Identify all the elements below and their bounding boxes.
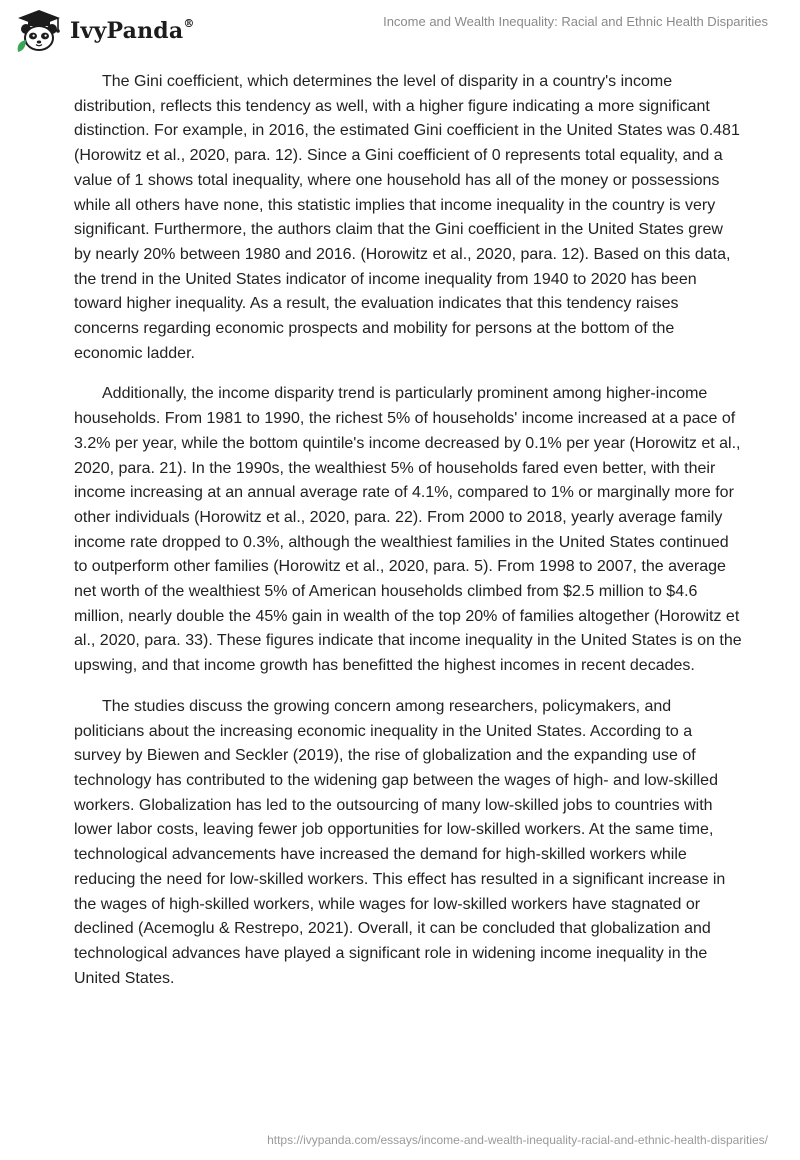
logo-wordmark: IvyPanda®	[70, 16, 195, 44]
essay-body	[74, 70, 742, 1007]
ivypanda-logo[interactable]	[14, 8, 195, 54]
paragraph: Additionally, the income disparity trend is particularly prominent among higher-income households. From 1981 to 1990, the richest 5% of households' income increased at a pace of 3.2% per year, while the bottom quintile's income decreased by 0.1% per year (Horowitz et al., 2020, para. 21). In the 1990s, the wealthiest 5% of households fared even better, with their income increasing at an annual average rate of 4.1%, compared to 1% or marginally more for other individuals (Horowitz et al., 2020, para. 22). From 2000 to 2018, yearly average family income rate dropped to 0.3%, although the wealthiest families in the United States continued to outperform other families (Horowitz et al., 2020, para. 5). From 1998 to 2007, the average net worth of the wealthiest 5% of American households climbed from $2.5 million to $4.6 million, nearly double the 45% gain in wealth of the top 20% of families altogether (Horowitz et al., 2020, para. 33). These figures indicate that income inequality in the United States is on the upswing, and that income growth has benefitted the highest incomes in recent decades.	[74, 385, 742, 675]
source-url[interactable]: https://ivypanda.com/essays/income-and-wealth-inequality-racial-and-ethnic-health-disparities/	[267, 1133, 768, 1147]
paragraph: The Gini coefficient, which determines the level of disparity in a country's income distribution, reflects this tendency as well, with a higher figure indicating a more significant distinction. For example, in 2016, the estimated Gini coefficient in the United States was 0.481 (Horowitz et al., 2020, para. 12). Since a Gini coefficient of 0 represents total equality, and a value of 1 shows total inequality, where one household has all of the money or possessions while all others have none, this statistic implies that income inequality in the country is very significant. Furthermore, the authors claim that the Gini coefficient in the United States grew by nearly 20% between 1980 and 2016. (Horowitz et al., 2020, para. 12). Based on this data, the trend in the United States indicator of income inequality from 1940 to 2020 has been toward higher inequality. As a result, the evaluation indicates that this tendency raises concerns regarding economic prospects and mobility for persons at the bottom of the economic ladder.	[74, 73, 740, 362]
page-header	[0, 0, 800, 60]
panda-graduate-icon	[14, 8, 64, 54]
document-title: Income and Wealth Inequality: Racial and Ethnic Health Disparities	[383, 14, 768, 29]
paragraph: The studies discuss the growing concern among researchers, policymakers, and politicians about the increasing economic inequality in the United States. According to a survey by Biewen and Seckler (2019), the rise of globalization and the expanding use of technology has contributed to the widening gap between the wages of high- and low-skilled workers. Globalization has led to the outsourcing of many low-skilled jobs to countries with lower labor costs, leaving fewer job opportunities for low-skilled workers. At the same time, technological advancements have increased the demand for high-skilled workers while reducing the need for low-skilled workers. This effect has resulted in a significant increase in the wages of high-skilled workers, while wages for low-skilled workers have stagnated or declined (Acemoglu & Restrepo, 2021). Overall, it can be concluded that globalization and technological advances have played a significant role in widening income inequality in the United States.	[74, 697, 726, 987]
